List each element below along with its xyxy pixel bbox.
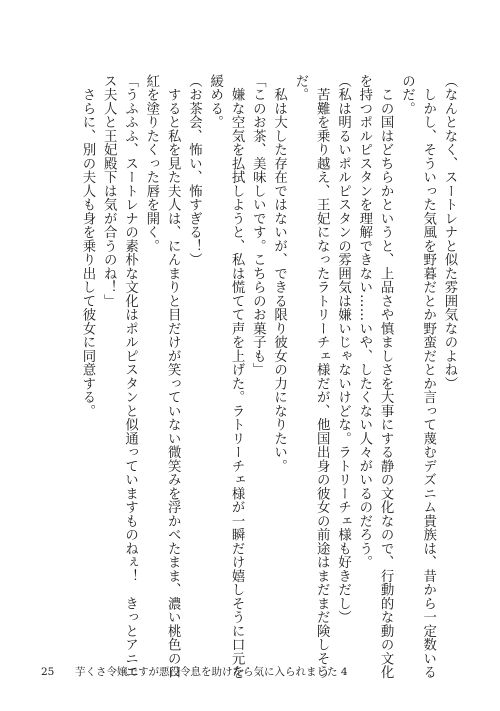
text-line: （なんとなく、スートレナと似た雰囲気なのよね）	[442, 74, 457, 391]
text-line: しかし、そういった気風を野暮だとか野蛮だとか言って蔑むデズニム貴族は、昔から一定数いる	[420, 74, 436, 679]
text-line: 緩める。	[207, 74, 223, 129]
text-line: さらに、別の夫人も身を乗り出して彼女に同意する。	[79, 74, 95, 418]
page-footer	[41, 664, 348, 679]
book-title: 芋くさ令嬢ですが悪役令息を助けたら気に入られました 4	[75, 666, 348, 678]
text-line: 紅を塗りたくった唇を開く。	[143, 74, 159, 253]
page-number: 25	[41, 666, 55, 678]
text-line: この国はどちらかというと、上品さや慎ましさを大事にする静の文化なので、行動的な動の文化	[378, 74, 394, 679]
text-line: （お茶会、怖い、怖すぎる！）	[186, 74, 202, 267]
text-line: （私は明るいポルピスタンの雰囲気は嫌いじゃないけどな。ラトリーチェ様も好きだし）	[335, 74, 351, 624]
text-line: 「このお茶、美味しいです。こちらのお菓子も」	[250, 74, 266, 377]
text-line: のだ。	[399, 74, 415, 116]
text-line: だ。	[292, 74, 308, 102]
text-line: すると私を見た夫人は、にんまりと目だけが笑っていない微笑みを浮かべたまま、濃い桃色の口	[165, 74, 181, 679]
text-line: ス夫人と王妃殿下は気が合うのね！」	[101, 74, 117, 308]
text-line: を持つポルピスタンを理解できない……いや、したくない人々がいるのだろう。	[356, 74, 372, 569]
text-line: 「うふふふ、スートレナの素朴な文化はポルピスタンと似通っていますものねぇ！ きっとアニエ	[122, 74, 138, 679]
text-line: 苦難を乗り越え、王妃になったラトリーチェ様だが、他国出身の彼女の前途はまだまだ険しそう	[314, 74, 330, 679]
text-line: 私は大した存在ではないが、できる限り彼女の力になりたい。	[271, 74, 287, 473]
text-line: 嫌な空気を払拭しようと、私は慌てて声を上げた。ラトリーチェ様が一瞬だけ嬉しそうに口元を	[229, 74, 245, 679]
